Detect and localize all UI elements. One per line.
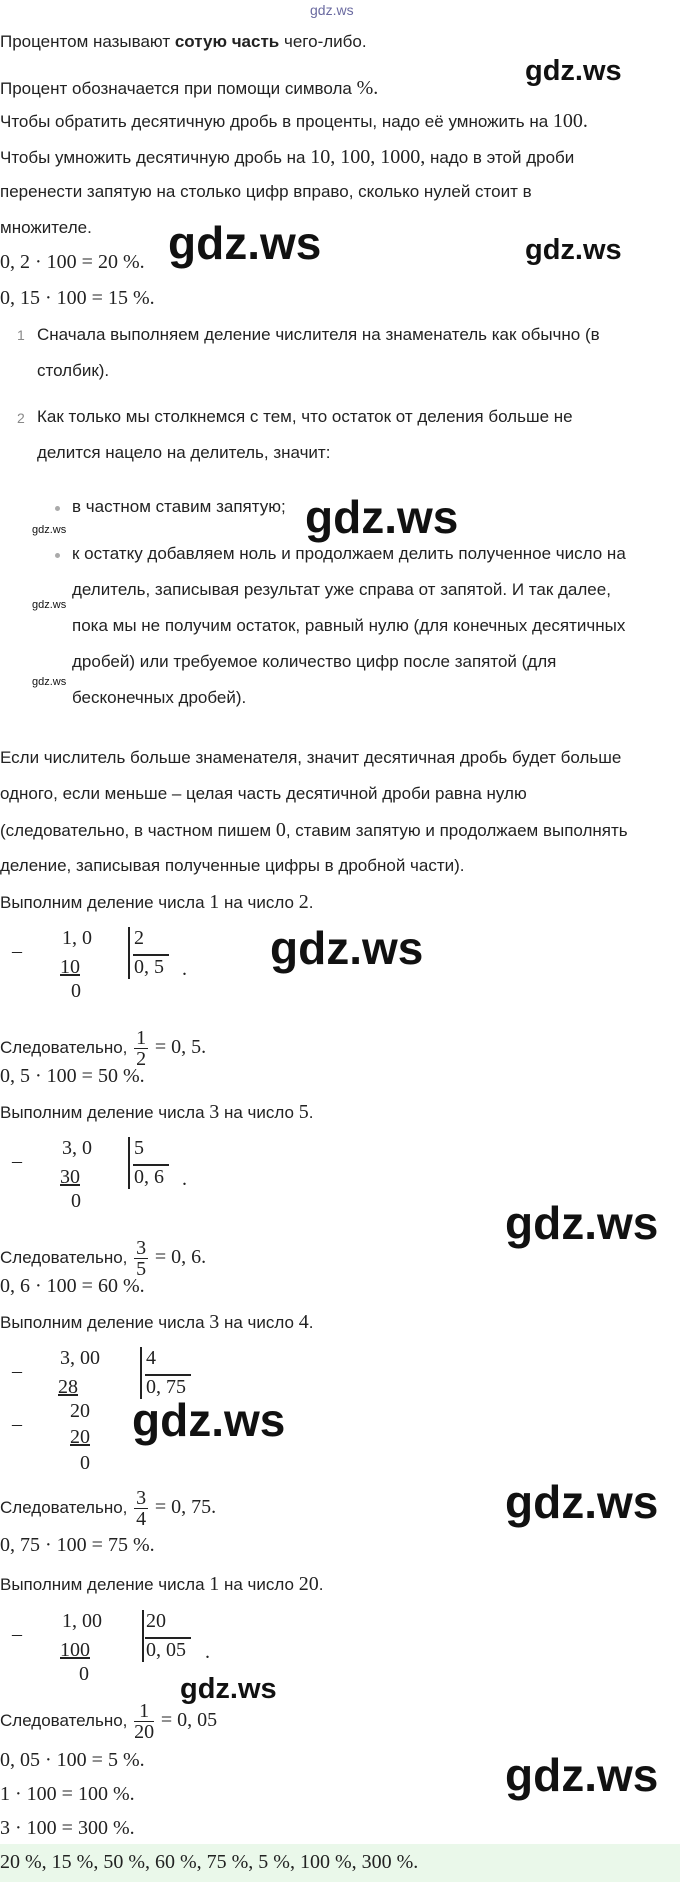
step-2-line1: Как только мы столкнемся с тем, что остаток от деления больше не: [37, 407, 573, 426]
division-2-intro: Выполним деление числа 3 на число 5.: [0, 1101, 314, 1123]
bullet-1-text: в частном ставим запятую;: [72, 497, 286, 516]
extra-example-1: 1 · 100 = 100 %.: [0, 1783, 135, 1805]
subtrahend: 10: [60, 956, 80, 978]
quotient: 0, 6: [134, 1166, 164, 1188]
divisor: 2: [134, 927, 144, 949]
watermark: gdz.ws: [32, 599, 67, 611]
division-bar: [128, 1137, 130, 1189]
period: .: [205, 1641, 210, 1663]
quotient: 0, 5: [134, 956, 164, 978]
division-3-conclusion: Следовательно, $\frac{3}{4}$ = 0, 75.: [0, 1487, 217, 1531]
bullet-2-line1: к остатку добавляем ноль и продолжаем делить полученное число на: [72, 544, 626, 563]
watermark: gdz.ws: [180, 1673, 277, 1705]
fraction-1-20: $\frac{1}{20}$: [134, 1700, 155, 1744]
multiply-rule-line3: множителе.: [0, 218, 92, 237]
quotient: 0, 05: [146, 1639, 186, 1661]
bullet-1: [55, 506, 60, 511]
fraction-3-4: $\frac{3}{4}$: [136, 1487, 147, 1531]
subtrahend: 30: [60, 1166, 80, 1188]
example-1: 0, 2 · 100 = 20 %.: [0, 251, 145, 273]
bullet-2-line2: делитель, записывая результат уже справа от запятой. И так далее,: [72, 580, 611, 599]
step-1-line2: столбик).: [37, 361, 110, 380]
bullet-2: [55, 553, 60, 558]
minus-sign: –: [12, 1623, 22, 1645]
fraction-1-2: $\frac{1}{2}$: [136, 1027, 147, 1071]
multiply-rule-line1: Чтобы умножить десятичную дробь на 10, 100, 1000, надо в этой дроби: [0, 146, 575, 168]
quotient: 0, 75: [146, 1376, 186, 1398]
watermark-top: gdz.ws: [310, 2, 354, 18]
watermark: gdz.ws: [168, 217, 322, 269]
rule-line1: Если числитель больше знаменателя, значит десятичная дробь будет больше: [0, 748, 622, 767]
division-bar: [142, 1610, 144, 1662]
subtrahend: 28: [58, 1376, 78, 1398]
watermark: gdz.ws: [525, 55, 622, 87]
rule-line3: (следовательно, в частном пишем 0, ставим запятую и продолжаем выполнять: [0, 819, 628, 841]
dividend: 1, 00: [62, 1610, 102, 1632]
watermark: gdz.ws: [505, 1197, 659, 1249]
division-bar: [140, 1347, 142, 1399]
fraction-3-5: $\frac{3}{5}$: [136, 1237, 147, 1281]
watermark: gdz.ws: [525, 234, 622, 266]
subtrahend: 100: [60, 1639, 90, 1661]
watermark: gdz.ws: [32, 524, 67, 536]
division-3-intro: Выполним деление числа 3 на число 4.: [0, 1311, 314, 1333]
extra-example-2: 3 · 100 = 300 %.: [0, 1817, 135, 1839]
watermark: gdz.ws: [505, 1476, 659, 1528]
watermark: gdz.ws: [132, 1394, 286, 1446]
minus-sign: –: [12, 1360, 22, 1382]
convert-rule-text: Чтобы обратить десятичную дробь в проценты, надо её умножить на 100.: [0, 110, 588, 132]
watermark: gdz.ws: [305, 491, 459, 543]
remainder: 0: [80, 1452, 90, 1474]
minus-sign: –: [12, 1150, 22, 1172]
multiply-rule-line2: перенести запятую на столько цифр вправо, сколько нулей стоит в: [0, 182, 532, 201]
bullet-2-line4: дробей) или требуемое количество цифр после запятой (для: [72, 652, 557, 671]
division-1-conclusion: Следовательно, $\frac{1}{2}$ = 0, 5.: [0, 1027, 207, 1071]
division-4-intro: Выполним деление числа 1 на число 20.: [0, 1573, 324, 1595]
period: .: [182, 1168, 187, 1190]
rule-line2: одного, если меньше – целая часть десятичной дроби равна нулю: [0, 784, 527, 803]
bullet-2-line3: пока мы не получим остаток, равный нулю (для конечных десятичных: [72, 616, 626, 635]
division-2-percent: 0, 6 · 100 = 60 %.: [0, 1275, 145, 1297]
minus-sign-2: –: [12, 1413, 22, 1435]
rule-line4: деление, записывая полученные цифры в дробной части).: [0, 856, 465, 875]
watermark: gdz.ws: [32, 676, 67, 688]
division-2-conclusion: Следовательно, $\frac{3}{5}$ = 0, 6.: [0, 1237, 207, 1281]
dividend: 3, 0: [62, 1137, 92, 1159]
division-3-percent: 0, 75 · 100 = 75 %.: [0, 1534, 155, 1556]
definition-percent: Процентом называют сотую часть чего-либо.: [0, 32, 367, 51]
remainder-1: 20: [70, 1400, 90, 1422]
step-number-1: 1: [17, 327, 25, 343]
step-number-2: 2: [17, 410, 25, 426]
watermark: gdz.ws: [505, 1749, 659, 1801]
division-4-conclusion: Следовательно, $\frac{1}{20}$ = 0, 05: [0, 1700, 218, 1744]
division-4-percent: 0, 05 · 100 = 5 %.: [0, 1749, 145, 1771]
dividend: 1, 0: [62, 927, 92, 949]
divisor: 4: [146, 1347, 156, 1369]
example-2: 0, 15 · 100 = 15 %.: [0, 287, 155, 309]
step-1-line1: Сначала выполняем деление числителя на знаменатель как обычно (в: [37, 325, 600, 344]
division-1-percent: 0, 5 · 100 = 50 %.: [0, 1065, 145, 1087]
percent-symbol-text: Процент обозначается при помощи символа %.: [0, 77, 379, 99]
division-bar: [128, 927, 130, 979]
bullet-2-line5: бесконечных дробей).: [72, 688, 247, 707]
dividend: 3, 00: [60, 1347, 100, 1369]
divisor: 5: [134, 1137, 144, 1159]
answer-text: 20 %, 15 %, 50 %, 60 %, 75 %, 5 %, 100 %, 300 %.: [0, 1851, 419, 1873]
division-1-intro: Выполним деление числа 1 на число 2.: [0, 891, 314, 913]
remainder: 0: [71, 980, 81, 1002]
remainder: 0: [79, 1663, 89, 1685]
step-2-line2: делится нацело на делитель, значит:: [37, 443, 331, 462]
period: .: [182, 958, 187, 980]
remainder: 0: [71, 1190, 81, 1212]
watermark: gdz.ws: [270, 922, 424, 974]
divisor: 20: [146, 1610, 166, 1632]
subtrahend-2: 20: [70, 1426, 90, 1448]
minus-sign: –: [12, 940, 22, 962]
